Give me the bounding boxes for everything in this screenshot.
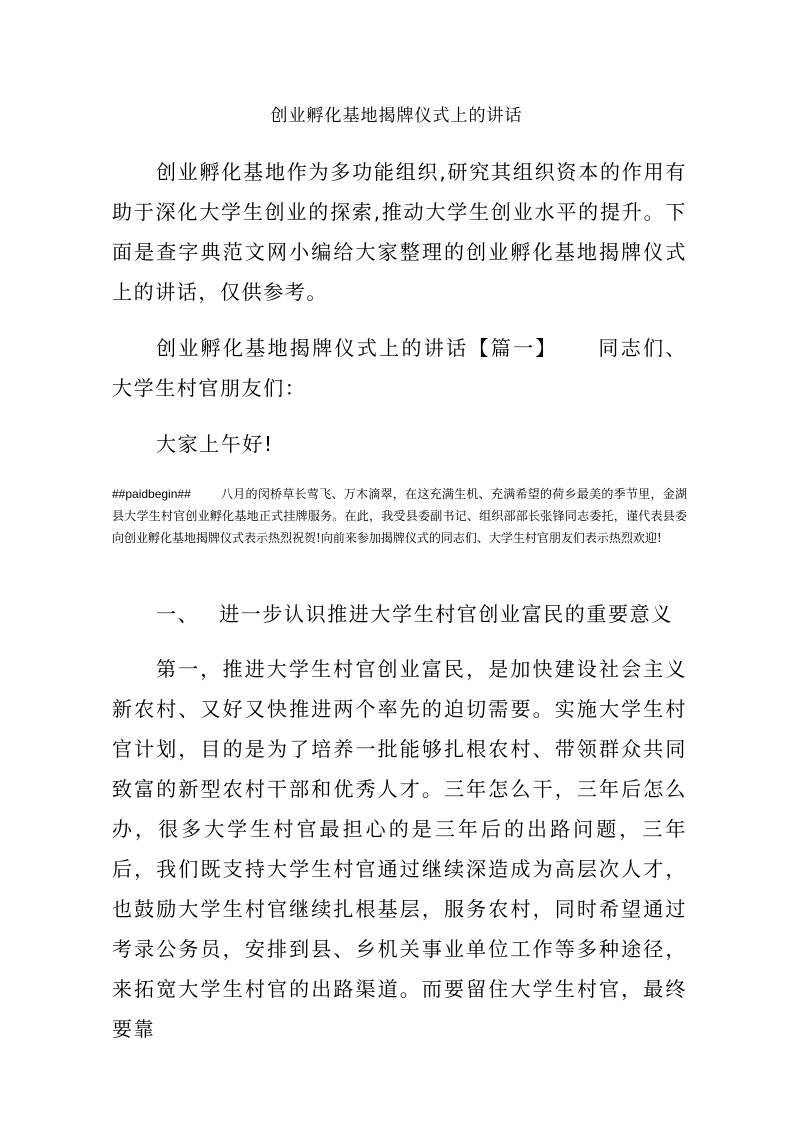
section-heading-address: 同志们、大学生村官朋友们： [112, 336, 687, 400]
body-paragraph: 第一，推进大学生村官创业富民，是加快建设社会主义新农村、又好又快推进两个率先的迫切需要。实施大学生村官计划，目的是为了培养一批能够扎根农村、带领群众共同致富的新型农村干部和优秀人才。三年怎么干，三年后怎么办，很多大学生村官最担心的是三年后的出路问题，三年后，我们既支持大学生村官通过继续深造成为高层次人才，也鼓励大学生村官继续扎根基层，服务农村，同时希望通过考录公务员，安排到县、乡机关事业单位工作等多种途径，来拓宽大学生村官的出路渠道。而要留住大学生村官，最终要靠 [112, 657, 687, 1041]
document-title: 创业孵化基地揭牌仪式上的讲话 [270, 106, 523, 126]
section-heading-title: 创业孵化基地揭牌仪式上的讲话【篇一】 [156, 336, 558, 360]
point-number: 一、 [156, 602, 200, 626]
intro-paragraph: 创业孵化基地作为多功能组织,研究其组织资本的作用有助于深化大学生创业的探索,推动大学生创业水平的提升。下面是查字典范文网小编给大家整理的创业孵化基地揭牌仪式上的讲话，仅供参考。 [112, 160, 687, 304]
paid-text: 八月的闵桥草长莺飞、万木滴翠，在这充满生机、充满希望的荷乡最美的季节里，金湖县大学生村官创业孵化基地正式挂牌服务。在此，我受县委副书记、组织部部长张锋同志委托，谨代表县委向创业孵化基地揭牌仪式表示热烈祝贺!向前来参加揭牌仪式的同志们、大学生村官朋友们表示热烈欢迎! [112, 487, 687, 545]
paid-paragraph [112, 483, 687, 549]
section-heading-paragraph [112, 328, 687, 408]
greeting-paragraph: 大家上午好! [156, 432, 274, 456]
point-heading [156, 594, 696, 634]
point-title: 进一步认识推进大学生村官创业富民的重要意义 [219, 602, 673, 626]
paid-begin-tag: ##paidbegin## [112, 487, 191, 501]
